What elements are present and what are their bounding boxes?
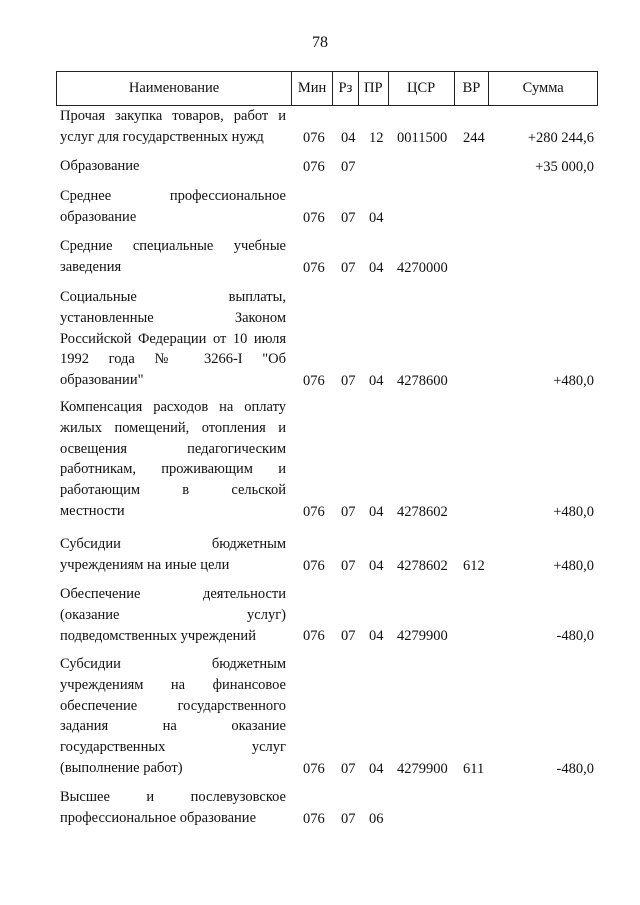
header-csr: ЦСР: [389, 72, 455, 105]
row-name-line: Высшее и послевузовское: [60, 789, 286, 805]
table-row: [60, 787, 600, 829]
row-name-line: государственных услуг: [60, 739, 286, 756]
row-min: 076: [303, 129, 325, 146]
table-row: [60, 106, 600, 148]
row-name: [60, 236, 286, 278]
row-pr: 04: [369, 209, 384, 226]
row-csr: 4278602: [397, 557, 448, 574]
row-name-line: образование: [60, 208, 137, 225]
row-name-line: образовании": [60, 372, 144, 389]
header-sum: Сумма: [522, 80, 564, 96]
row-rz: 07: [341, 209, 356, 226]
row-sum: +480,0: [553, 557, 594, 574]
row-name: [60, 287, 286, 391]
row-name-line: Средние специальные учебные: [60, 238, 286, 254]
row-rz: 07: [341, 628, 356, 645]
row-csr: 4278602: [397, 503, 448, 520]
row-pr: 12: [369, 129, 384, 146]
row-name: [60, 534, 286, 576]
row-name-line: Среднее профессиональное: [60, 188, 286, 204]
page-number: 78: [312, 34, 328, 51]
row-sum: +35 000,0: [535, 158, 594, 175]
row-name-line: (оказание услуг): [60, 606, 286, 623]
row-name-line: установленные Законом: [60, 309, 286, 326]
row-name-line: задания на оказание: [60, 718, 286, 735]
table-row: [60, 584, 600, 646]
row-name-line: Компенсация расходов на оплату: [60, 399, 286, 415]
row-name-line: учреждениям на иные цели: [60, 556, 230, 573]
row-min: 076: [303, 209, 325, 226]
row-vr: 244: [463, 129, 485, 146]
table-row: [60, 236, 600, 278]
header-vr: ВР: [455, 72, 490, 105]
row-name-line: учреждениям на финансовое: [60, 676, 286, 693]
row-vr: 612: [463, 557, 485, 574]
table-row: [60, 287, 600, 391]
header-pr: ПР: [359, 72, 389, 105]
row-min: 076: [303, 373, 325, 389]
row-sum: -480,0: [556, 760, 594, 777]
row-rz: 07: [341, 373, 356, 389]
row-name-line: подведомственных учреждений: [60, 627, 256, 644]
row-rz: 07: [341, 259, 356, 276]
row-name-line: Социальные выплаты,: [60, 289, 286, 305]
row-csr: 4279900: [397, 760, 448, 777]
row-csr: 4279900: [397, 628, 448, 645]
header-rz: Рз: [333, 72, 359, 105]
row-rz: 07: [341, 760, 356, 777]
row-min: 076: [303, 158, 325, 175]
row-name: [60, 654, 286, 779]
row-pr: 04: [369, 557, 384, 574]
row-sum: -480,0: [556, 628, 594, 645]
row-name-line: работающим в сельской: [60, 482, 286, 499]
row-name: [60, 397, 286, 522]
row-name-line: обеспечение государственного: [60, 697, 286, 714]
row-min: 076: [303, 628, 325, 645]
row-pr: 04: [369, 373, 384, 389]
row-name-line: (выполнение работ): [60, 759, 183, 776]
row-pr: 04: [369, 628, 384, 645]
row-name: [60, 584, 286, 646]
table-row: [60, 654, 600, 779]
row-name-line: Образование: [60, 158, 140, 174]
row-min: 076: [303, 760, 325, 777]
row-name-line: 1992 года № 3266-I "Об: [60, 351, 286, 368]
row-name-line: заведения: [60, 258, 122, 275]
table-row: [60, 156, 600, 177]
row-sum: +480,0: [553, 503, 594, 520]
table-row: [60, 534, 600, 576]
row-name: [60, 186, 286, 228]
row-vr: 611: [463, 760, 485, 777]
row-name-line: жилых помещений, отопления и: [60, 419, 286, 436]
table-row: [60, 186, 600, 228]
row-pr: 06: [369, 810, 384, 827]
row-name-line: услуг для государственных нужд: [60, 128, 264, 145]
row-name-line: освещения педагогическим: [60, 440, 286, 457]
row-csr: 0011500: [397, 129, 448, 146]
row-pr: 04: [369, 259, 384, 276]
row-pr: 04: [369, 760, 384, 777]
header-name: Наименование: [57, 72, 292, 105]
row-name-line: Субсидии бюджетным: [60, 536, 286, 552]
row-min: 076: [303, 503, 325, 520]
row-rz: 07: [341, 503, 356, 520]
table-row: [60, 397, 600, 522]
row-min: 076: [303, 557, 325, 574]
row-name-line: Российской Федерации от 10 июля: [60, 330, 286, 347]
row-name-line: Прочая закупка товаров, работ и: [60, 108, 286, 124]
row-min: 076: [303, 259, 325, 276]
row-name-line: работникам, проживающим и: [60, 461, 286, 478]
row-csr: 4270000: [397, 259, 448, 276]
row-pr: 04: [369, 503, 384, 520]
row-name: [60, 106, 286, 148]
row-min: 076: [303, 810, 325, 827]
table-header: [56, 71, 598, 106]
row-rz: 07: [341, 557, 356, 574]
header-min: Мин: [292, 72, 333, 105]
row-rz: 07: [341, 810, 356, 827]
row-name: [60, 787, 286, 829]
row-name-line: профессиональное образование: [60, 809, 257, 826]
row-name-line: Обеспечение деятельности: [60, 586, 286, 602]
row-rz: 04: [341, 129, 356, 146]
row-name-line: Субсидии бюджетным: [60, 656, 286, 672]
row-rz: 07: [341, 158, 356, 175]
row-name: [60, 156, 286, 177]
row-csr: 4278600: [397, 373, 448, 389]
row-sum: +480,0: [553, 373, 594, 389]
row-sum: +280 244,6: [527, 129, 594, 146]
row-name-line: местности: [60, 502, 125, 519]
